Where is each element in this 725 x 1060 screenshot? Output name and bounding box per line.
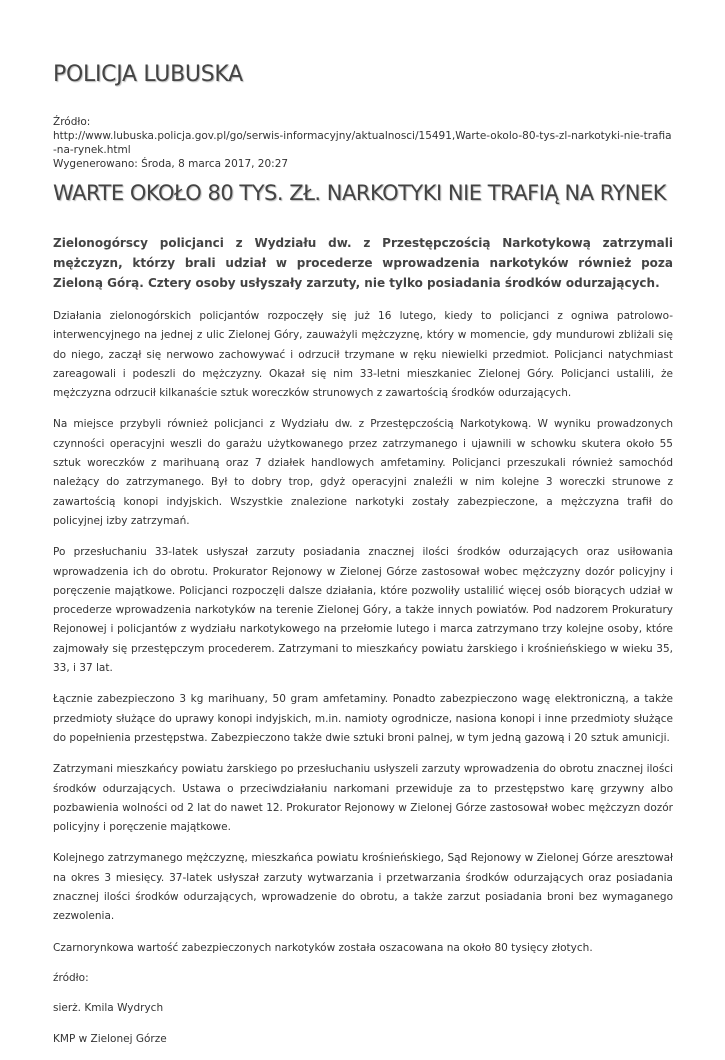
source-note: źródło: xyxy=(53,971,89,984)
article-paragraph: Na miejsce przybyli również policjanci z Wydziału dw. z Przestępczością Narkotykową. W wyniku prowadzonych czynności operacyjni weszli do garażu użytkowanego przez zatrzymanego i ujawnili w schowku skutera około 55 sztuk woreczków z marihuaną oraz 7 działek handlowych amfetaminy. Policjanci przeszukali również samochód należący do zatrzymanego. Był to dobry trop, gdyż operacyjni znaleźli w nim kolejne 3 woreczki strunowe z zawartością konopi indyjskich. Wszystkie znalezione narkotyki zostały zabezpieczone, a mężczyzna trafił do policyjnej izby zatrzymań. xyxy=(53,418,673,527)
article-paragraph: Zatrzymani mieszkańcy powiatu żarskiego po przesłuchaniu usłyszeli zarzuty wprowadzenia do obrotu znacznej ilości środków odurzających. Ustawa o przeciwdziałaniu narkomani przewiduje za to przestępstwo karę grzywny albo pozbawienia wolności od 2 lat do nawet 12. Prokurator Rejonowy w Zielonej Górze zastosował wobec mężczyzn dozór policyjny i poręczenie majątkowe. xyxy=(53,763,673,834)
generated-date: Wygenerowano: Środa, 8 marca 2017, 20:27 xyxy=(53,158,289,170)
source-label: Źródło: xyxy=(53,116,91,128)
article-lead: Zielonogórscy policjanci z Wydziału dw. z Przestępczością Narkotykową zatrzymali mężczyzn, którzy brali udział w procederze wprowadzenia narkotyków również poza Zieloną Górą. Cztery osoby usłyszały zarzuty, nie tylko posiadania środków odurzających. xyxy=(53,236,673,290)
author: sierż. Kmila Wydrych xyxy=(53,1002,164,1015)
source-meta xyxy=(53,115,673,171)
article-paragraph: Łącznie zabezpieczono 3 kg marihuany, 50 gram amfetaminy. Ponadto zabezpieczono wagę elektroniczną, a także przedmioty służące do uprawy konopi indyjskich, m.in. namioty ogrodnicze, nasiona konopi i inne przedmioty służące do popełnienia przestępstwa. Zabezpieczono także dwie sztuki broni palnej, w tym jedną gazową i 20 sztuk amunicji. xyxy=(53,693,673,744)
article-title: WARTE OKOŁO 80 TYS. ZŁ. NARKOTYKI NIE TRAFIĄ NA RYNEK xyxy=(53,181,667,205)
article-paragraph: Kolejnego zatrzymanego mężczyznę, mieszkańca powiatu krośnieńskiego, Sąd Rejonowy w Zielonej Górze aresztował na okres 3 miesięcy. 37-latek usłyszał zarzuty wytwarzania i przetwarzania środków odurzających oraz posiadania znacznej ilości środków odurzających, wprowadzenie do obrotu, a także zarzut posiadania broni bez wymaganego zezwolenia. xyxy=(53,852,673,923)
police-unit: KMP w Zielonej Górze xyxy=(53,1032,167,1045)
site-title: POLICJA LUBUSKA xyxy=(53,62,243,87)
article-body xyxy=(53,307,673,1060)
article-paragraph: Czarnorynkowa wartość zabezpieczonych narkotyków została oszacowana na około 80 tysięcy złotych. xyxy=(53,941,593,954)
article-paragraph: Po przesłuchaniu 33-latek usłyszał zarzuty posiadania znacznej ilości środków odurzających oraz usiłowania wprowadzenia ich do obrotu. Prokurator Rejonowy w Zielonej Górze zastosował wobec mężczyzny dozór policyjny i poręczenie majątkowe. Policjanci rozpoczęli dalsze działania, które pozwoliły ustalilić więcej osób biorących udział w procederze wprowadzenia narkotyków na terenie Zielonej Góry, a także innych powiatów. Pod nadzorem Prokuratury Rejonowej i policjantów z wydziału narkotykowego na przełomie lutego i marca zatrzymano trzy kolejne osoby, które zajmowały się przestępczym procederem. Zatrzymani to mieszkańcy powiatu żarskiego i krośnieńskiego w wieku 35, 33, i 37 lat. xyxy=(53,546,673,675)
source-url: http://www.lubuska.policja.gov.pl/go/serwis-informacyjny/aktualnosci/15491,Warte-okolo-80-tys-zl-narkotyki-nie-trafia-na-rynek.html xyxy=(53,130,672,156)
article-paragraph: Działania zielonogórskich policjantów rozpoczęły się już 16 lutego, kiedy to policjanci z ogniwa patrolowo-interwencyjnego na jednej z ulic Zielonej Góry, zauważyli mężczyznę, który w momencie, gdy mundurowi zbliżali się do niego, zaczął się nerwowo zachowywać i odrzucił trzymane w ręku niewielki przedmiot. Policjanci natychmiast zareagowali i podeszli do mężczyzny. Okazał się nim 33-letni mieszkaniec Zielonej Góry. Policjanci ustalili, że mężczyzna odrzucił kilkanaście sztuk woreczków strunowych z zawartością środków odurzających. xyxy=(53,310,673,400)
